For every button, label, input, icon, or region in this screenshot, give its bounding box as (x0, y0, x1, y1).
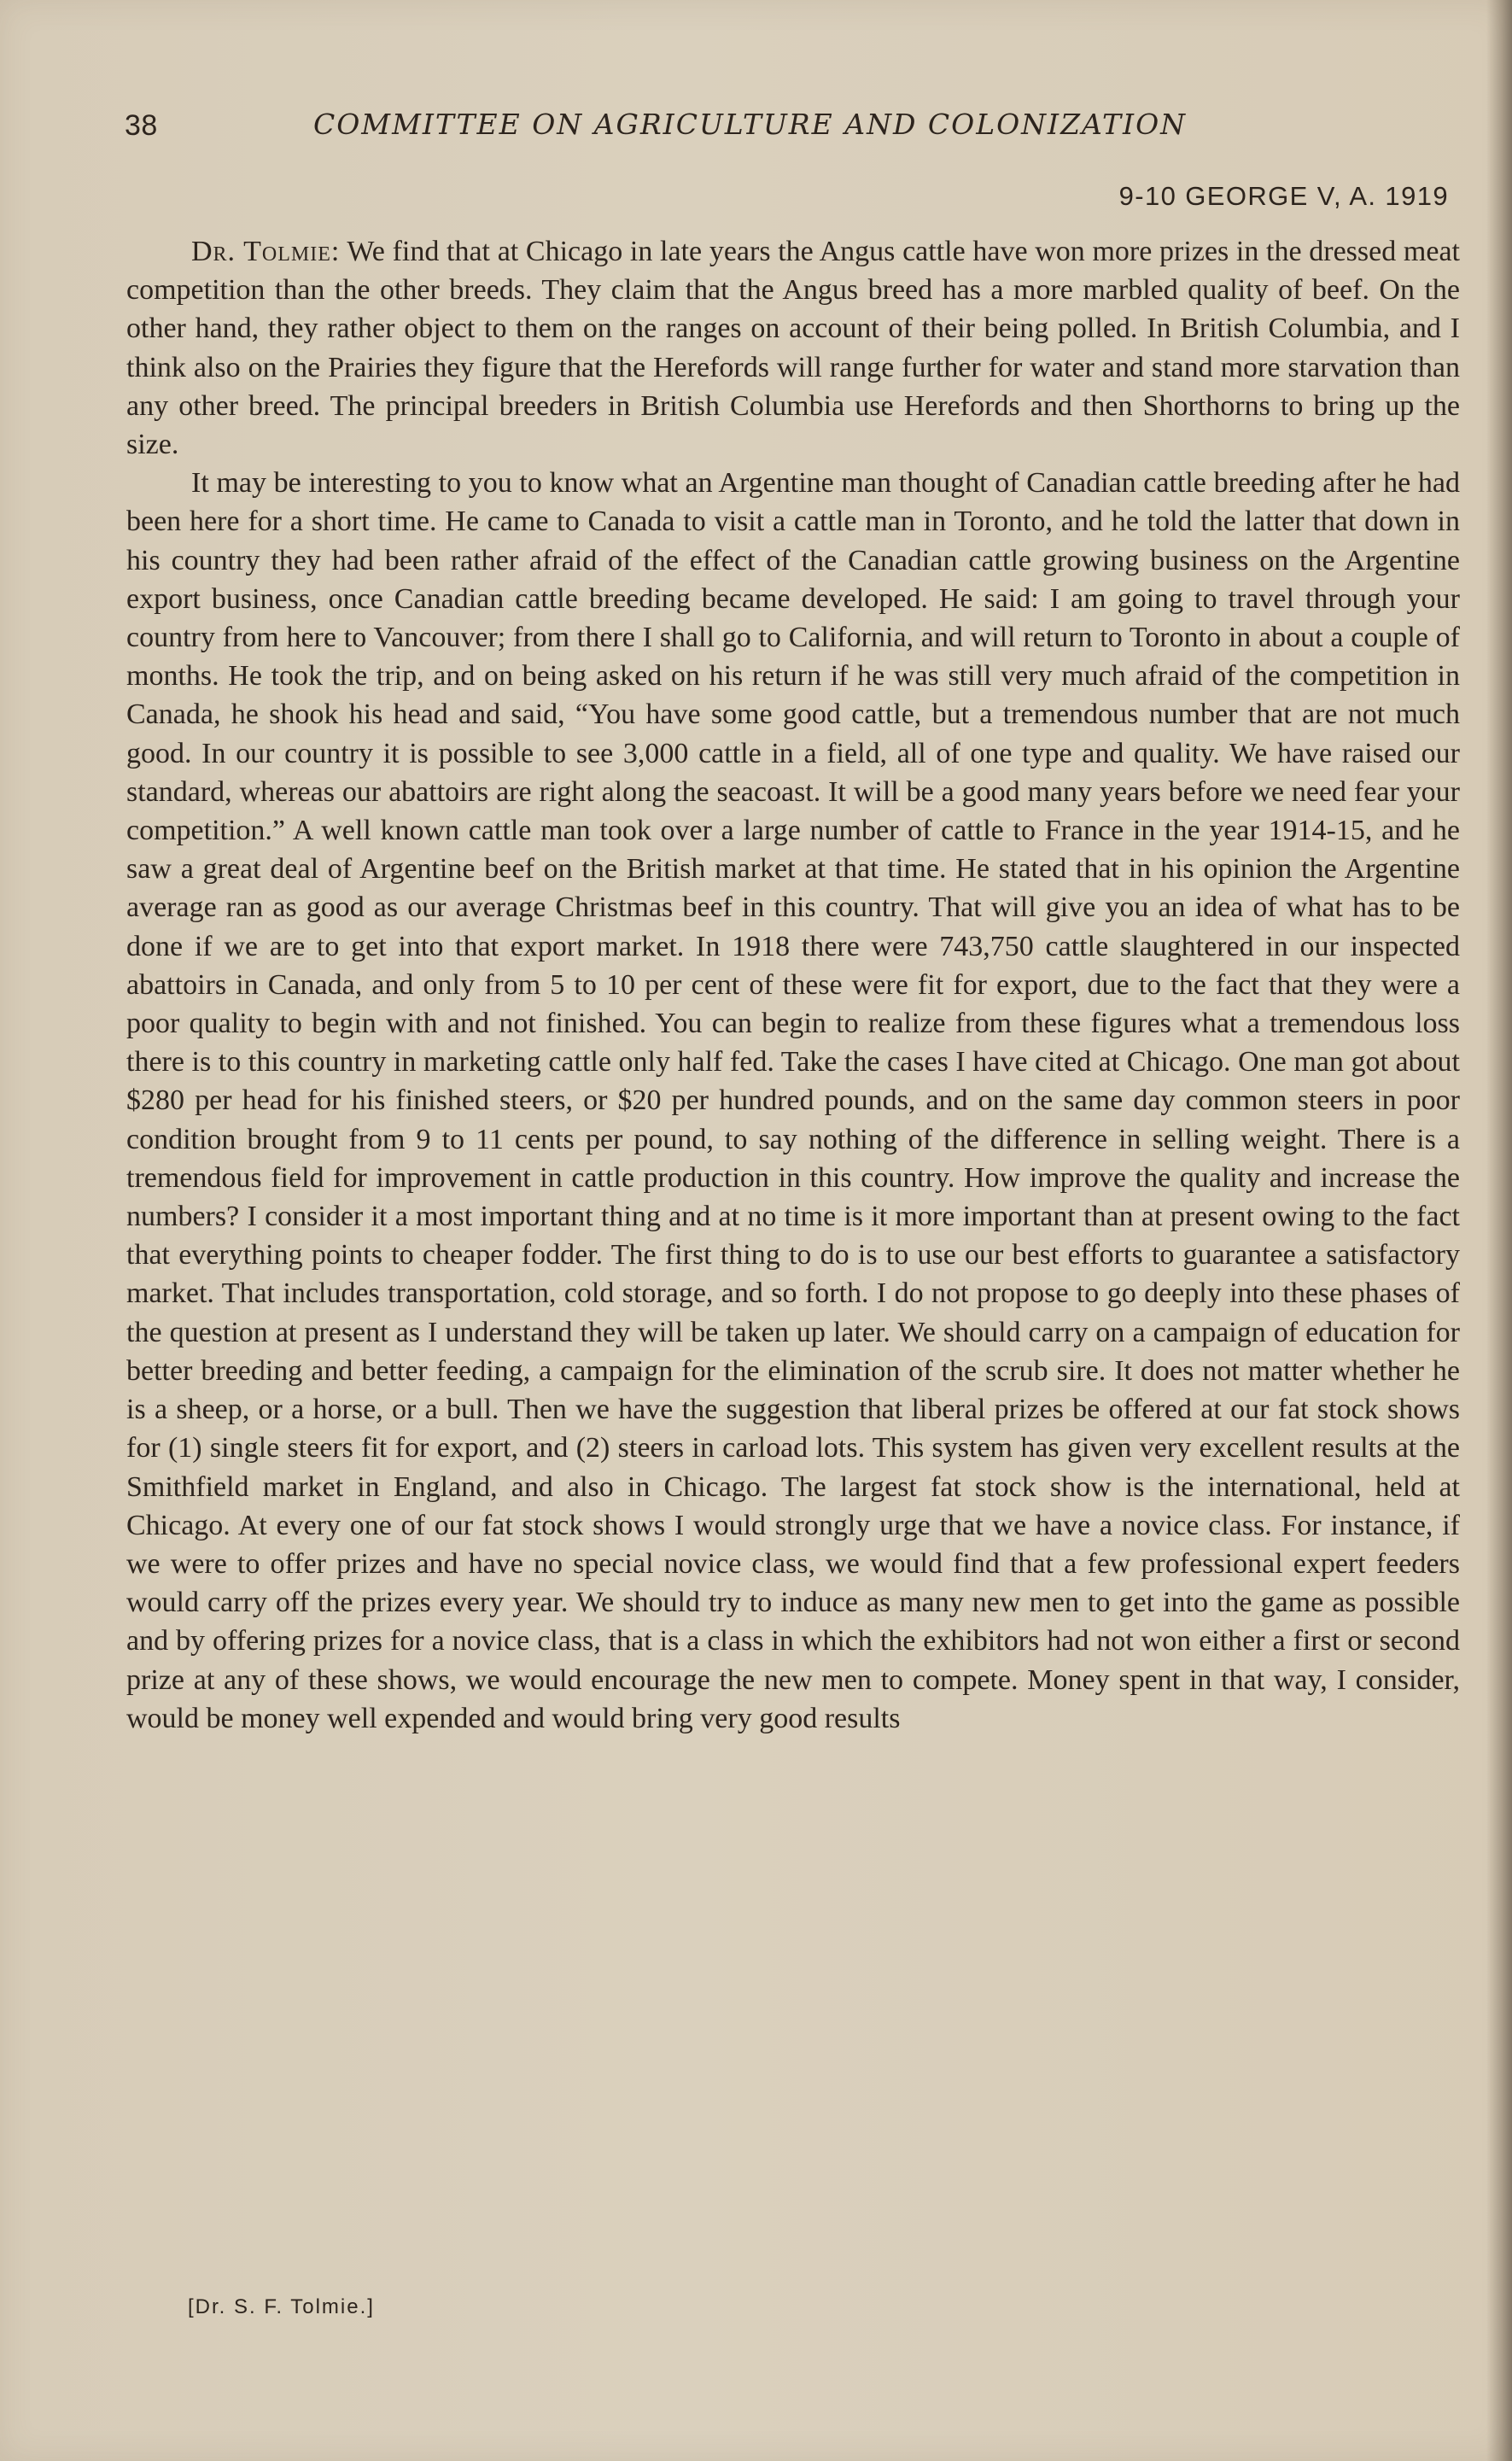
main-text (126, 232, 1460, 1738)
session-label: 9-10 GEORGE V, A. 1919 (1118, 181, 1449, 211)
paragraph-2 (126, 464, 1460, 1738)
page-number: 38 (125, 109, 158, 142)
page-edge-shadow (1486, 0, 1512, 2461)
speaker-signature: [Dr. S. F. Tolmie.] (188, 2295, 375, 2318)
paragraph-2-text: It may be interesting to you to know what an Argentine man thought of Canadian cattle breeding after he had been here for a short time. He came to Canada to visit a cattle man in Toronto, and he told the latter that down in his country they had been rather afraid of the effect of the Canadian cattle growing business on the Argentine export business, once Canadian cattle breeding became developed. He said: I am going to travel through your country from here to Vancouver; from there I shall go to California, and will return to Toronto in about a couple of months. He took the trip, and on being asked on his return if he was still very much afraid of the competition in Canada, he shook his head and said, “You have some good cattle, but a tremendous number that are not much good. In our country it is possible to see 3,000 cattle in a field, all of one type and quality. We have raised our standard, whereas our abattoirs are right along the seacoast. It will be a good many years before we need fear your competition.” A well known cattle man took over a large number of cattle to France in the year 1914-15, and he saw a great deal of Argentine beef on the British market at that time. He stated that in his opinion the Argentine average ran as good as our average Christmas beef in this country. That will give you an idea of what has to be done if we are to get into that export market. In 1918 there were 743,750 cattle slaughtered in our inspected abattoirs in Canada, and only from 5 to 10 per cent of these were fit for export, due to the fact that they were a poor quality to begin with and not finished. You can begin to realize from these figures what a tremendous loss there is to this country in marketing cattle only half fed. Take the cases I have cited at Chicago. One man got about $280 per head for his finished steers, or $20 per hundred pounds, and on the same day common steers in poor condition brought from 9 to 11 cents per pound, to say nothing of the difference in selling weight. There is a tremendous field for improvement in cattle production in this country. How improve the quality and increase the numbers? I consider it a most important thing and at no time is it more important than at present owing to the fact that everything points to cheaper fodder. The first thing to do is to use our best efforts to guarantee a satisfactory market. That includes transportation, cold storage, and so forth. I do not propose to go deeply into these phases of the question at present as I understand they will be taken up later. We should carry on a campaign of education for better breeding and better feeding, a campaign for the elimination of the scrub sire. It does not matter whether he is a sheep, or a horse, or a bull. Then we have the suggestion that liberal prizes be offered at our fat stock shows for (1) single steers fit for export, and (2) steers in carload lots. This system has given very excellent results at the Smithfield market in England, and also in Chicago. The largest fat stock show is the international, held at Chicago. At every one of our fat stock shows I would strongly urge that we have a novice class. For instance, if we were to offer prizes and have no special novice class, we would find that a few professional expert feeders would carry off the prizes every year. We should try to induce as many new men to get into the game as possible and by offering prizes for a novice class, that is a class in which the exhibitors had not won either a first or second prize at any of these shows, we would encourage the new men to compete. Money spent in that way, I consider, would be money well expended and would bring very good results (126, 467, 1460, 1734)
page-header (125, 101, 1375, 161)
paragraph-1-text: We find that at Chicago in late years the Angus cattle have won more prizes in the dressed meat competition than the other breeds. They claim that the Angus breed has a more marbled quality of beef. On the other hand, they rather object to them on the ranges on account of their being polled. In British Columbia, and I think also on the Prairies they figure that the Herefords will range further for water and stand more starvation than any other breed. The principal breeders in British Columbia use Herefords and then Shorthorns to bring up the size. (126, 236, 1460, 461)
speaker-label: Dr. Tolmie: (191, 236, 341, 267)
running-head: COMMITTEE ON AGRICULTURE AND COLONIZATION (312, 108, 1187, 141)
paragraph-1 (126, 232, 1460, 464)
